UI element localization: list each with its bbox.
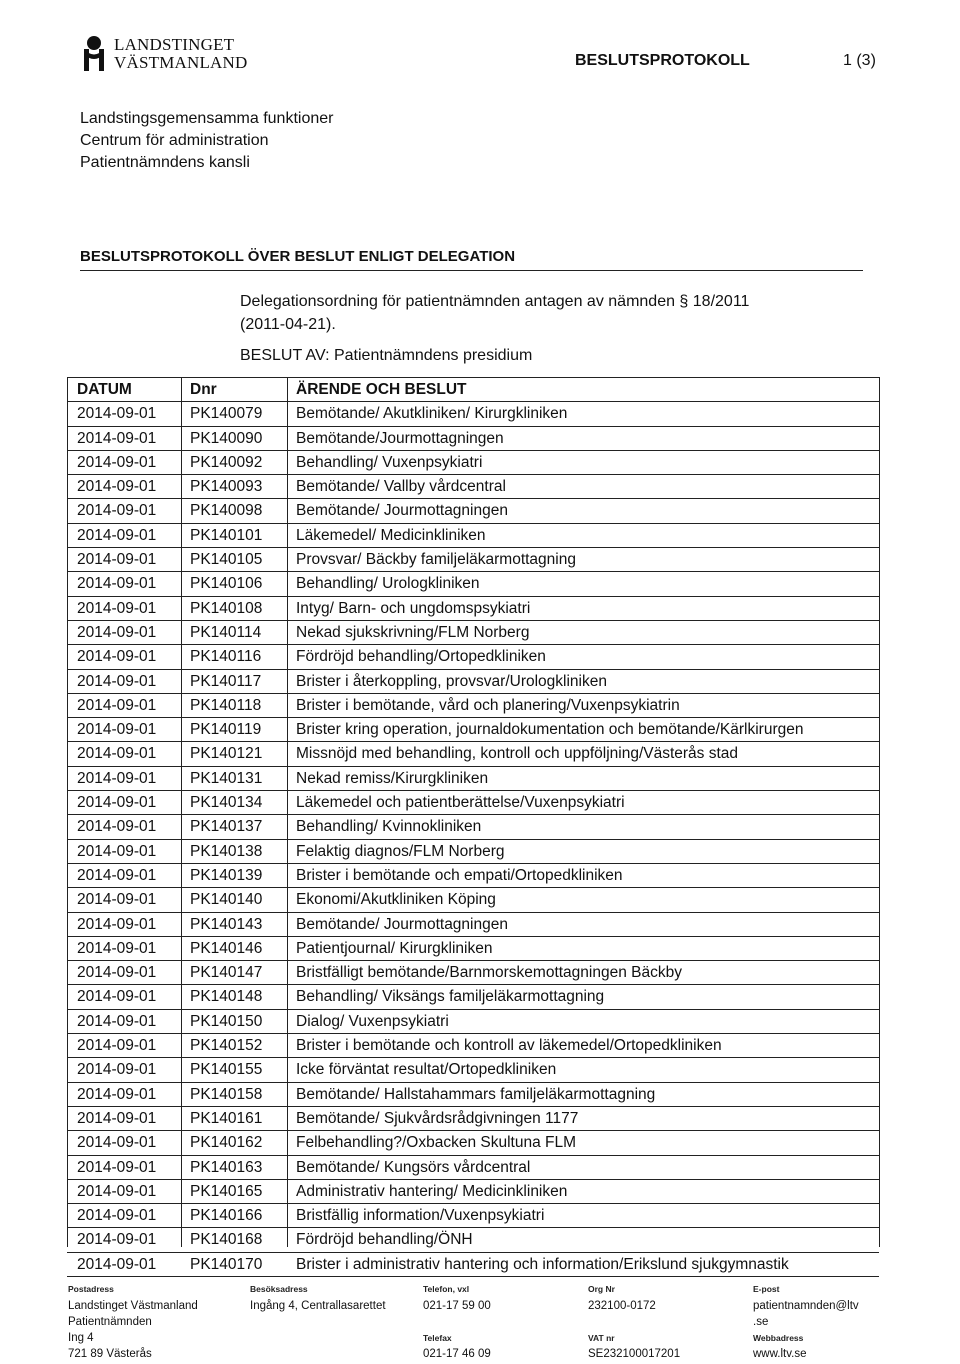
cell-date: 2014-09-01: [77, 721, 157, 739]
cell-description: Nekad remiss/Kirurgkliniken: [296, 769, 489, 787]
table-row: [67, 742, 879, 766]
decided-by: BESLUT AV: Patientnämndens presidium: [240, 347, 533, 364]
footer-epost-continued[interactable]: .se: [753, 1316, 769, 1328]
cell-description: Brister i bemötande och empati/Ortopedkliniken: [296, 866, 623, 884]
cell-date: 2014-09-01: [77, 1085, 157, 1103]
footer-besoksadress: Ingång 4, Centrallasarettet: [250, 1300, 386, 1312]
cell-description: Behandling/ Urologkliniken: [296, 575, 480, 593]
cell-date: 2014-09-01: [77, 696, 157, 714]
footer-postadress-line: Landstinget Västmanland: [68, 1300, 198, 1312]
cell-date: 2014-09-01: [77, 1182, 157, 1200]
cell-description: Bemötande/ Sjukvårdsrådgivningen 1177: [296, 1109, 579, 1127]
cell-description: Läkemedel och patientberättelse/Vuxenpsykiatri: [296, 794, 625, 812]
table-row: [67, 937, 879, 961]
cell-dnr: PK140131: [190, 769, 263, 787]
table-row: [67, 475, 879, 499]
table-row: [67, 840, 879, 864]
table-header-row: [67, 378, 879, 402]
decision-table: [67, 377, 879, 1277]
cell-date: 2014-09-01: [77, 1109, 157, 1127]
delegation-line: (2011-04-21).: [240, 316, 336, 333]
cell-date: 2014-09-01: [77, 1012, 157, 1030]
cell-description: Bemötande/ Jourmottagningen: [296, 915, 508, 933]
cell-description: Brister i bemötande och kontroll av läkemedel/Ortopedkliniken: [296, 1037, 722, 1055]
cell-date: 2014-09-01: [77, 964, 157, 982]
cell-date: 2014-09-01: [77, 502, 157, 520]
cell-date: 2014-09-01: [77, 551, 157, 569]
cell-date: 2014-09-01: [77, 1255, 157, 1273]
table-row: [67, 1083, 879, 1107]
table-row: [67, 499, 879, 523]
footer-postadress-line: Ing 4: [68, 1332, 94, 1344]
footer-postadress-line: 721 89 Västerås: [68, 1348, 152, 1360]
cell-description: Missnöjd med behandling, kontroll och uppföljning/Västerås stad: [296, 745, 739, 763]
cell-date: 2014-09-01: [77, 453, 157, 471]
cell-date: 2014-09-01: [77, 842, 157, 860]
cell-dnr: PK140139: [190, 866, 263, 884]
cell-date: 2014-09-01: [77, 1231, 157, 1249]
cell-date: 2014-09-01: [77, 1134, 157, 1152]
cell-description: Felbehandling?/Oxbacken Skultuna FLM: [296, 1134, 577, 1152]
organisation-block: [80, 108, 333, 174]
title-divider: [80, 270, 863, 271]
cell-dnr: PK140079: [190, 405, 263, 423]
table-row: [67, 864, 879, 888]
cell-dnr: PK140117: [190, 672, 262, 690]
footer-telefax: 021-17 46 09: [423, 1348, 491, 1360]
footer-telefon: 021-17 59 00: [423, 1300, 491, 1312]
footer-label-besoksadress: Besöksadress: [250, 1284, 308, 1294]
cell-date: 2014-09-01: [77, 1207, 157, 1225]
footer-orgnr: 232100-0172: [588, 1300, 656, 1312]
footer-label-telefon: Telefon, vxl: [423, 1284, 470, 1294]
cell-description: Behandling/ Viksängs familjeläkarmottagning: [296, 988, 605, 1006]
cell-dnr: PK140137: [190, 818, 263, 836]
footer-postadress-line: Patientnämnden: [68, 1316, 152, 1328]
footer-label-vatnr: VAT nr: [588, 1333, 615, 1343]
table-row: [67, 913, 879, 937]
cell-description: Ekonomi/Akutkliniken Köping: [296, 891, 496, 909]
cell-dnr: PK140098: [190, 502, 263, 520]
cell-date: 2014-09-01: [77, 745, 157, 763]
cell-dnr: PK140105: [190, 551, 263, 569]
cell-dnr: PK140161: [190, 1109, 263, 1127]
document-title: BESLUTSPROTOKOLL ÖVER BESLUT ENLIGT DELEGATION: [80, 248, 516, 265]
cell-date: 2014-09-01: [77, 575, 157, 593]
cell-dnr: PK140114: [190, 623, 262, 641]
cell-date: 2014-09-01: [77, 939, 157, 957]
cell-description: Bemötande/ Hallstahammars familjeläkarmottagning: [296, 1085, 656, 1103]
table-row: [67, 1058, 879, 1082]
column-header-dnr: Dnr: [190, 381, 217, 398]
footer-webb[interactable]: www.ltv.se: [753, 1348, 807, 1360]
table-row: [67, 1131, 879, 1155]
delegation-text: [240, 290, 749, 336]
cell-dnr: PK140170: [190, 1255, 263, 1273]
cell-dnr: PK140146: [190, 939, 263, 957]
table-row: [67, 597, 879, 621]
cell-description: Administrativ hantering/ Medicinkliniken: [296, 1182, 568, 1200]
cell-dnr: PK140090: [190, 429, 263, 447]
cell-description: Bemötande/Jourmottagningen: [296, 429, 504, 447]
page-number: 1 (3): [843, 52, 876, 69]
cell-dnr: PK140152: [190, 1037, 263, 1055]
table-row: [67, 1253, 879, 1277]
cell-description: Brister kring operation, journaldokumentation och bemötande/Kärlkirurgen: [296, 721, 804, 739]
footer-label-epost: E-post: [753, 1284, 780, 1294]
cell-dnr: PK140162: [190, 1134, 263, 1152]
delegation-line: Delegationsordning för patientnämnden antagen av nämnden § 18/2011: [240, 293, 750, 310]
cell-dnr: PK140165: [190, 1182, 263, 1200]
cell-date: 2014-09-01: [77, 1061, 157, 1079]
cell-date: 2014-09-01: [77, 1037, 157, 1055]
table-row: [67, 402, 879, 426]
cell-dnr: PK140140: [190, 891, 263, 909]
org-line: Landstingsgemensamma funktioner: [80, 110, 334, 127]
table-row: [67, 1010, 879, 1034]
table-row: [67, 815, 879, 839]
logo: [80, 34, 250, 74]
cell-description: Fördröjd behandling/ÖNH: [296, 1231, 473, 1249]
logo-line-1: LANDSTINGET: [114, 35, 235, 54]
table-row: [67, 961, 879, 985]
table-row: [67, 767, 879, 791]
table-row: [67, 1180, 879, 1204]
cell-dnr: PK140168: [190, 1231, 263, 1249]
footer-epost[interactable]: patientnamnden@ltv: [753, 1300, 859, 1312]
cell-description: Felaktig diagnos/FLM Norberg: [296, 842, 505, 860]
cell-date: 2014-09-01: [77, 599, 157, 617]
table-row: [67, 645, 879, 669]
cell-description: Brister i återkoppling, provsvar/Urologkliniken: [296, 672, 607, 690]
cell-description: Brister i bemötande, vård och planering/Vuxenpsykiatrin: [296, 696, 680, 714]
cell-date: 2014-09-01: [77, 648, 157, 666]
cell-description: Bristfällig information/Vuxenpsykiatri: [296, 1207, 545, 1225]
org-line: Centrum för administration: [80, 132, 269, 149]
cell-date: 2014-09-01: [77, 866, 157, 884]
cell-dnr: PK140108: [190, 599, 263, 617]
cell-description: Nekad sjukskrivning/FLM Norberg: [296, 623, 530, 641]
landsting-logo-icon: [80, 34, 112, 74]
cell-date: 2014-09-01: [77, 794, 157, 812]
footer-vatnr: SE232100017201: [588, 1348, 681, 1360]
cell-description: Bristfälligt bemötande/Barnmorskemottagningen Bäckby: [296, 964, 682, 982]
table-row: [67, 1204, 879, 1228]
cell-description: Brister i administrativ hantering och information/Erikslund sjukgymnastik: [296, 1255, 789, 1273]
cell-description: Bemötande/ Vallby vårdcentral: [296, 478, 506, 496]
table-row: [67, 985, 879, 1009]
cell-description: Dialog/ Vuxenpsykiatri: [296, 1012, 449, 1030]
footer-label-postadress: Postadress: [68, 1284, 114, 1294]
table-row: [67, 718, 879, 742]
column-header-description: ÄRENDE OCH BESLUT: [296, 381, 467, 398]
cell-description: Fördröjd behandling/Ortopedkliniken: [296, 648, 546, 666]
cell-dnr: PK140148: [190, 988, 263, 1006]
cell-dnr: PK140158: [190, 1085, 263, 1103]
cell-date: 2014-09-01: [77, 429, 157, 447]
cell-description: Patientjournal/ Kirurgkliniken: [296, 939, 493, 957]
table-row: [67, 524, 879, 548]
page-footer: [68, 1284, 908, 1364]
footer-label-orgnr: Org Nr: [588, 1284, 615, 1294]
cell-description: Bemötande/ Kungsörs vårdcentral: [296, 1158, 531, 1176]
cell-description: Bemötande/ Jourmottagningen: [296, 502, 508, 520]
cell-dnr: PK140147: [190, 964, 263, 982]
cell-description: Intyg/ Barn- och ungdomspsykiatri: [296, 599, 531, 617]
cell-date: 2014-09-01: [77, 526, 157, 544]
cell-date: 2014-09-01: [77, 769, 157, 787]
cell-dnr: PK140121: [190, 745, 263, 763]
table-row: [67, 670, 879, 694]
table-row: [67, 888, 879, 912]
cell-dnr: PK140116: [190, 648, 262, 666]
cell-dnr: PK140106: [190, 575, 263, 593]
cell-description: Läkemedel/ Medicinkliniken: [296, 526, 486, 544]
column-header-date: DATUM: [77, 381, 132, 398]
cell-dnr: PK140138: [190, 842, 263, 860]
cell-dnr: PK140163: [190, 1158, 263, 1176]
table-row: [67, 1228, 879, 1252]
cell-date: 2014-09-01: [77, 478, 157, 496]
table-row: [67, 1034, 879, 1058]
cell-description: Behandling/ Vuxenpsykiatri: [296, 453, 483, 471]
table-row: [67, 1156, 879, 1180]
table-row: [67, 791, 879, 815]
cell-dnr: PK140150: [190, 1012, 263, 1030]
table-row: [67, 694, 879, 718]
logo-line-2: VÄSTMANLAND: [114, 53, 248, 72]
document-type: BESLUTSPROTOKOLL: [575, 52, 750, 69]
cell-date: 2014-09-01: [77, 818, 157, 836]
cell-description: Bemötande/ Akutkliniken/ Kirurgkliniken: [296, 405, 568, 423]
cell-dnr: PK140119: [190, 721, 262, 739]
table-row: [67, 451, 879, 475]
footer-label-telefax: Telefax: [423, 1333, 452, 1343]
cell-date: 2014-09-01: [77, 672, 157, 690]
table-row: [67, 427, 879, 451]
cell-dnr: PK140143: [190, 915, 263, 933]
cell-description: Behandling/ Kvinnokliniken: [296, 818, 482, 836]
org-line: Patientnämndens kansli: [80, 154, 250, 171]
table-right-border: [879, 377, 880, 1247]
table-row: [67, 1107, 879, 1131]
cell-dnr: PK140101: [190, 526, 263, 544]
cell-date: 2014-09-01: [77, 891, 157, 909]
table-row: [67, 621, 879, 645]
cell-dnr: PK140093: [190, 478, 263, 496]
cell-description: Provsvar/ Bäckby familjeläkarmottagning: [296, 551, 576, 569]
cell-dnr: PK140134: [190, 794, 263, 812]
cell-date: 2014-09-01: [77, 915, 157, 933]
table-row: [67, 572, 879, 596]
footer-label-webb: Webbadress: [753, 1333, 804, 1343]
cell-dnr: PK140118: [190, 696, 262, 714]
cell-date: 2014-09-01: [77, 405, 157, 423]
table-row: [67, 548, 879, 572]
cell-date: 2014-09-01: [77, 988, 157, 1006]
cell-dnr: PK140166: [190, 1207, 263, 1225]
cell-date: 2014-09-01: [77, 1158, 157, 1176]
cell-date: 2014-09-01: [77, 623, 157, 641]
cell-description: Icke förväntat resultat/Ortopedkliniken: [296, 1061, 557, 1079]
cell-dnr: PK140155: [190, 1061, 263, 1079]
cell-dnr: PK140092: [190, 453, 263, 471]
